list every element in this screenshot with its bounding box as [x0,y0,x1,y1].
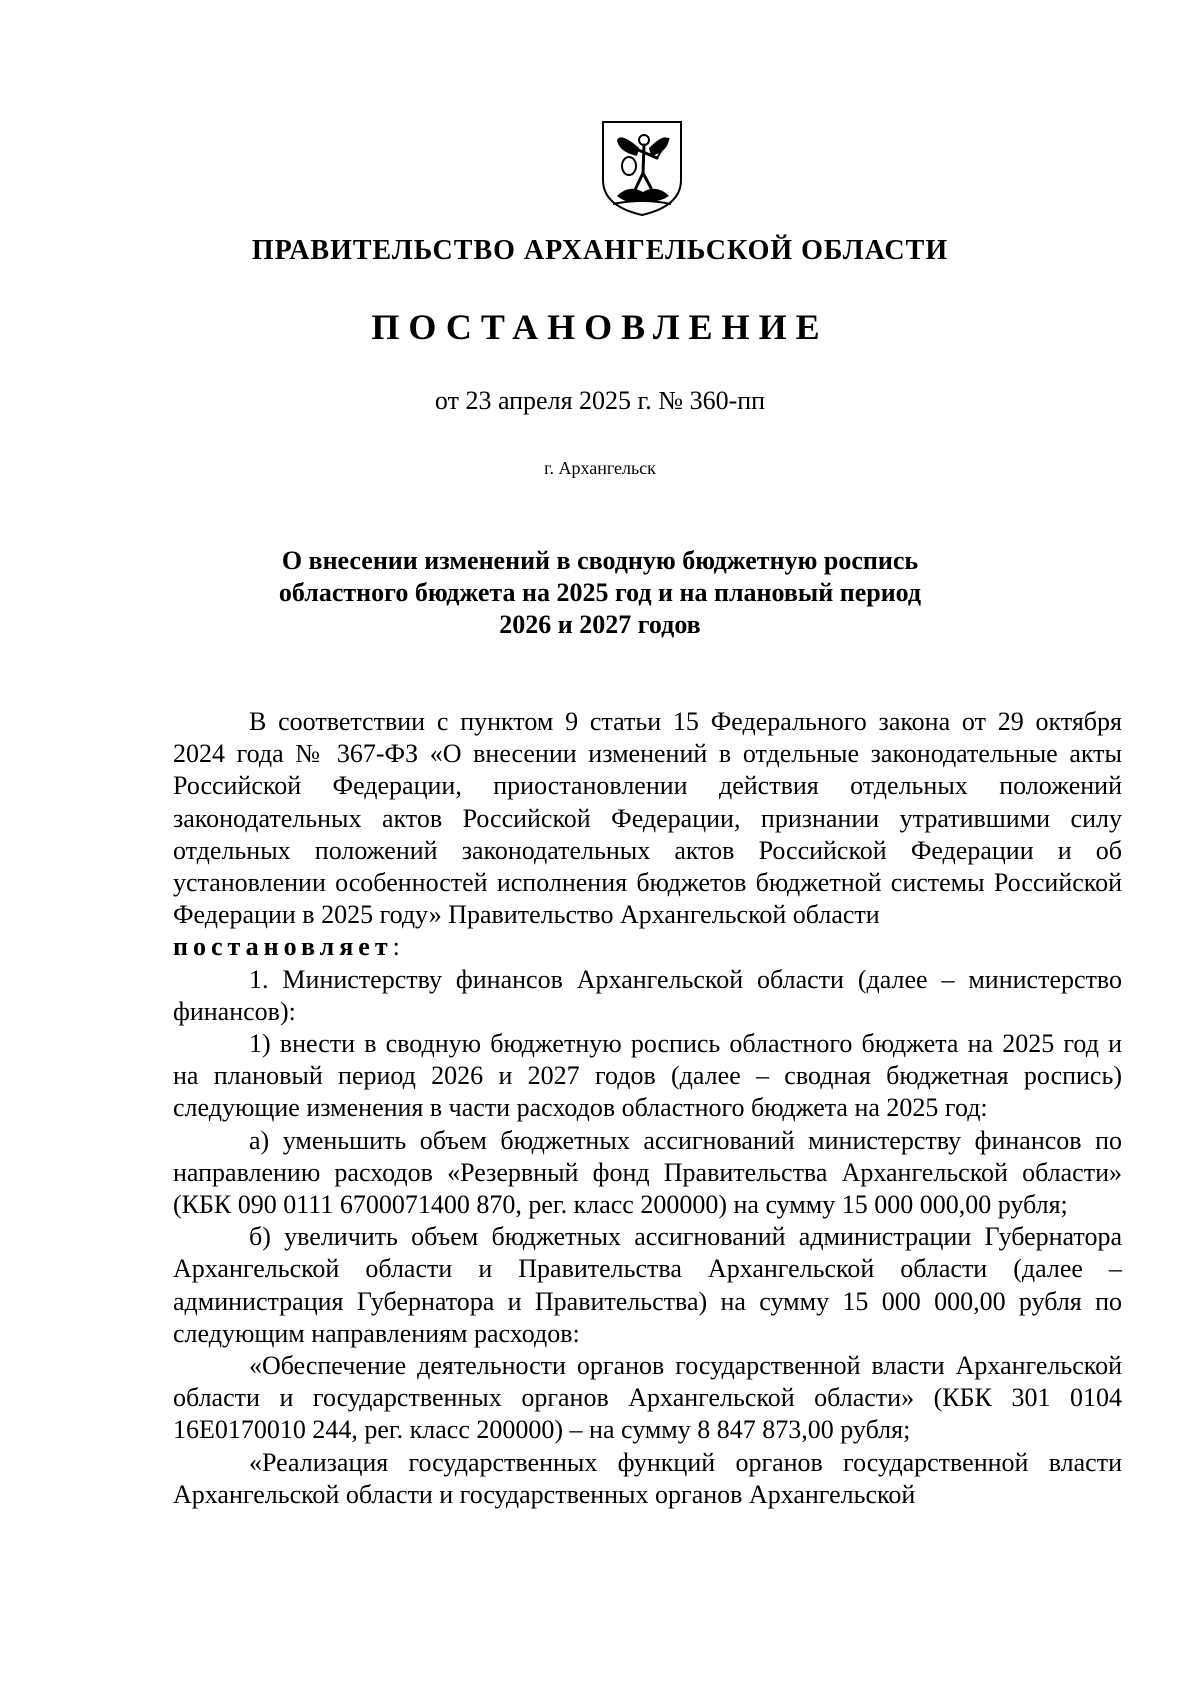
subject-line: О внесении изменений в сводную бюджетную роспись [281,546,919,575]
document-type: ПОСТАНОВЛЕНИЕ [371,307,829,347]
subject-line: областного бюджета на 2025 год и на плановый период [278,578,922,607]
arkhangelsk-coat-of-arms-icon [599,118,685,218]
document-date-number: от 23 апреля 2025 г. № 360-пп [434,386,766,415]
paragraph-item-1-1: 1) внести в сводную бюджетную роспись областного бюджета на 2025 год и на плановый период 2026 и 2027 годов (далее – сводная бюджетная роспись) следующие изменения в части расходов областного бюджета на 2025 год: [173,1029,1122,1123]
document-city: г. Архангельск [544,458,656,478]
document-subject [0,545,1200,641]
government-name: ПРАВИТЕЛЬСТВО АРХАНГЕЛЬСКОЙ ОБЛАСТИ [251,235,949,266]
paragraph-item-b: б) увеличить объем бюджетных ассигнований администрации Губернатора Архангельской области и Правительства Архангельской области (далее – администрация Губернатора и Правительства) на сумму 15 000 000,00 рубля по следующим направлениям расходов: [173,1222,1122,1348]
document-body [173,706,1122,1511]
paragraph-item-1: 1. Министерству финансов Архангельской области (далее – министерство финансов): [173,964,1122,1026]
resolves-colon: : [392,932,400,962]
subject-line: 2026 и 2027 годов [499,610,701,639]
paragraph-expense-2: «Реализация государственных функций органов государственной власти Архангельской области и государственных органов Архангельской [173,1447,1122,1509]
paragraph-expense-1: «Обеспечение деятельности органов государственной власти Архангельской области и государственных органов Архангельской области» (КБК 301 0104 16Е0170010 244, рег. класс 200000) – на сумму 8 847 873,00 рубля; [173,1351,1122,1445]
paragraph-resolves [173,931,1122,963]
resolves-word: постановляет [173,932,393,962]
preamble-text: В соответствии с пунктом 9 статьи 15 Федерального закона от 29 октября 2024 года № 367-ФЗ «О внесении изменений в отдельные законодательные акты Российской Федерации, приостановлении действия отдельных положений законодательных актов Российской Федерации, признании утратившими силу отдельных положений законодательных актов Российской Федерации и об установлении особенностей исполнения бюджетов бюджетной системы Российской Федерации в 2025 году» Правительство Архангельской области [173,707,1122,930]
paragraph-item-a: а) уменьшить объем бюджетных ассигнований министерству финансов по направлению расходов «Резервный фонд Правительства Архангельской области» (КБК 090 0111 6700071400 870, рег. класс 200000) на сумму 15 000 000,00 рубля; [173,1125,1122,1220]
paragraph-preamble [173,706,1122,931]
